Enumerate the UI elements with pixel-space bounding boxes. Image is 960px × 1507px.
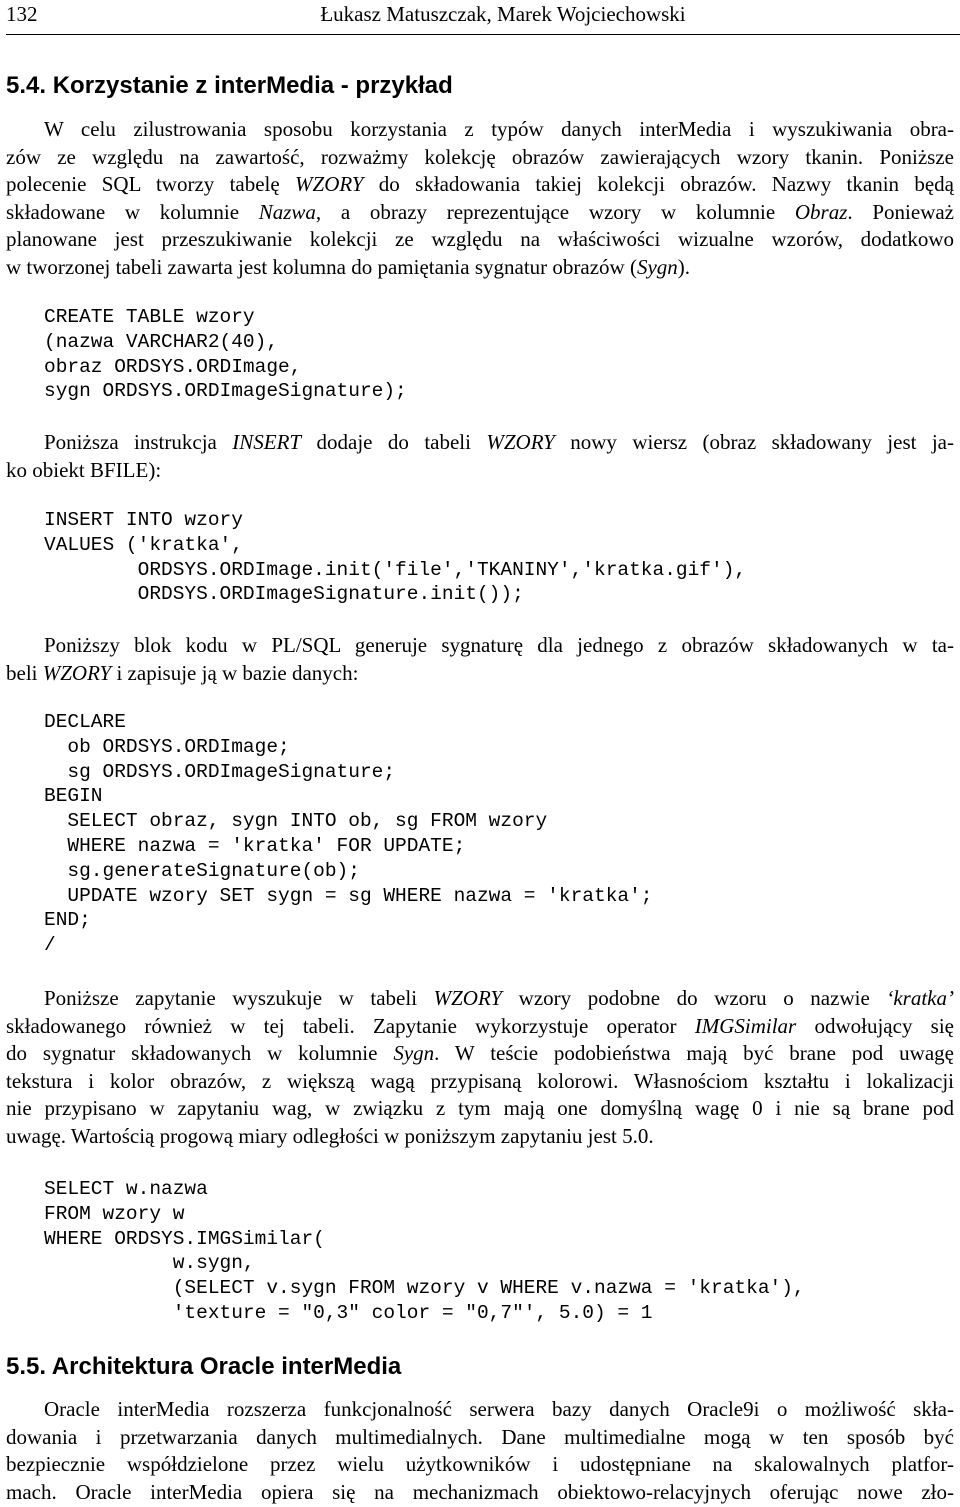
text-line: W celu zilustrowania sposobu korzystania z typów danych interMedia i wyszukiwania obra-	[44, 117, 954, 141]
text-run: dodaje do tabeli	[301, 430, 487, 454]
table-name-italic: WZORY	[486, 430, 555, 454]
text-line: mach. Oracle interMedia opiera się na mechanizmach obiektowo-relacyjnych oferując nowe zło-	[6, 1479, 954, 1504]
text-line: nie przypisano w zapytaniu wag, w związku z tym mają one domyślną wagę 0 i nie są brane pod	[6, 1096, 954, 1120]
text-line: dowania i przetwarzania danych multimedialnych. Dane multimedialne mogą w ten sposób być	[6, 1424, 954, 1449]
code-create-table: CREATE TABLE wzory (nazwa VARCHAR2(40), obraz ORDSYS.ORDImage, sygn ORDSYS.ORDImageSignature);	[44, 306, 407, 403]
text-run: , a obrazy reprezentujące wzory w kolumnie	[315, 199, 795, 224]
column-name-italic: Sygn	[393, 1041, 435, 1065]
page-number: 132	[6, 2, 38, 26]
text-run: . Ponieważ	[847, 199, 954, 224]
running-head-authors: Łukasz Matuszczak, Marek Wojciechowski	[320, 2, 686, 26]
text-run: nowy wiersz (obraz składowany jest ja-	[554, 430, 954, 454]
text-line	[6, 1040, 954, 1068]
column-name-italic: Nazwa	[258, 199, 316, 224]
text-run: Poniższe zapytanie wyszukuje w tabeli	[44, 986, 434, 1010]
paragraph-query	[6, 985, 954, 1150]
column-name-italic: Obraz	[794, 199, 848, 224]
table-name-italic: WZORY	[433, 986, 503, 1010]
section-heading-5-4: 5.4. Korzystanie z interMedia - przykład	[6, 72, 453, 99]
text-line: Poniższy blok kodu w PL/SQL generuje sygnaturę dla jednego z obrazów składowanych w ta-	[44, 633, 954, 657]
text-run: do sygnatur składowanych w kolumnie	[6, 1041, 394, 1065]
text-run: . W teście podobieństwa mają być brane pod uwagę	[434, 1041, 954, 1065]
text-line	[6, 199, 954, 227]
text-run: beli	[6, 660, 43, 685]
text-line: tekstura i kolor obrazów, z większą wagą przypisaną kolorowi. Własnościom kształtu i lokalizacji	[6, 1068, 954, 1093]
text-line	[6, 429, 954, 457]
table-name-italic: WZORY	[295, 172, 364, 196]
text-run: składowanego również w tej tabeli. Zapytanie wykorzystuje operator	[6, 1013, 695, 1038]
text-line: Oracle interMedia rozszerza funkcjonalność serwera bazy danych Oracle9i o możliwość skła-	[44, 1397, 954, 1421]
text-run: odwołujący się	[796, 1013, 954, 1038]
text-run: Poniższa instrukcja	[44, 430, 233, 454]
paragraph-insert	[6, 429, 954, 484]
keyword-italic: INSERT	[232, 430, 302, 454]
text-run: składowane w kolumnie	[6, 199, 259, 224]
text-run: wzory podobne do wzoru o nazwie	[502, 986, 887, 1010]
text-run: do składowania takiej kolekcji obrazów. Nazwy tkanin będą	[363, 172, 954, 196]
column-name-italic: Sygn	[636, 254, 678, 279]
code-plsql-block: DECLARE ob ORDSYS.ORDImage; sg ORDSYS.ORDImageSignature; BEGIN SELECT obraz, sygn INTO ob, sg FROM wzory WHERE nazwa = 'kratka' FOR UPDATE; sg.generateSignature(ob); UPDATE wzory SET sygn = sg WHERE nazwa = 'kratka'; END; /	[44, 711, 653, 957]
text-run: i zapisuje ją w bazie danych:	[111, 660, 359, 685]
code-insert: INSERT INTO wzory VALUES ('kratka', ORDSYS.ORDImage.init('file','TKANINY','kratka.gif'), ORDSYS.ORDImageSignature.init());	[44, 509, 747, 606]
operator-name-italic: IMGSimilar	[694, 1013, 797, 1038]
text-line	[6, 254, 954, 282]
text-line: uwagę. Wartością progową miary odległości w poniższym zapytaniu jest 5.0.	[6, 1123, 654, 1148]
text-line: bezpiecznie współdzielone przez wielu użytkowników i udostępniane na skalowalnych platfor-	[6, 1452, 954, 1476]
page-header	[6, 0, 960, 34]
paragraph-architecture	[6, 1396, 954, 1506]
text-line	[6, 171, 954, 199]
paragraph-plsql	[6, 632, 954, 687]
pattern-name-italic: ‘kratka’	[886, 986, 954, 1010]
text-run: w tworzonej tabeli zawarta jest kolumna do pamiętania sygnatur obrazów (	[6, 254, 637, 279]
paragraph-intro	[6, 116, 954, 281]
text-run: ).	[677, 254, 691, 279]
section-heading-5-5: 5.5. Architektura Oracle interMedia	[6, 1353, 402, 1380]
text-line: planowane jest przeszukiwanie kolekcji ze względu na właściwości wizualne wzorów, dodatkowo	[6, 227, 954, 251]
text-run: polecenie SQL tworzy tabelę	[6, 172, 296, 196]
text-line: ko obiekt BFILE):	[6, 457, 162, 482]
text-line	[6, 1013, 954, 1041]
text-line: zów ze względu na zawartość, rozważmy kolekcję obrazów zawierających wzory tkanin. Poniższe	[6, 144, 954, 169]
code-similarity-query: SELECT w.nazwa FROM wzory w WHERE ORDSYS.IMGSimilar( w.sygn, (SELECT v.sygn FROM wzory v WHERE v.nazwa = 'kratka'), 'texture = "0,3" color = "0,7"', 5.0) = 1	[44, 1178, 805, 1324]
header-rule	[6, 34, 960, 35]
text-line	[6, 985, 954, 1013]
text-line	[6, 660, 954, 688]
table-name-italic: WZORY	[42, 660, 112, 685]
